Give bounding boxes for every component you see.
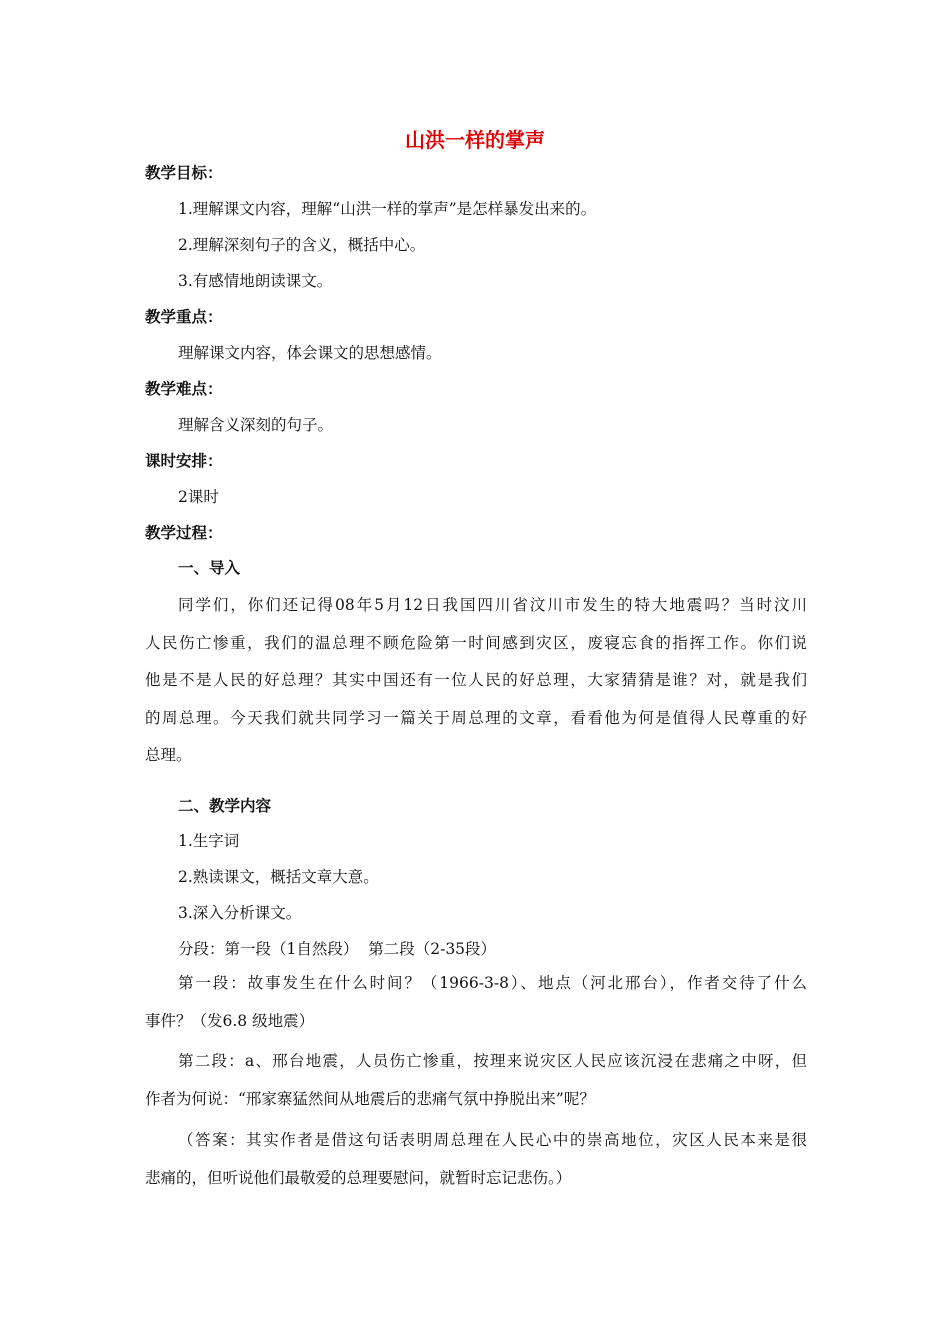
key-points-heading: 教学重点： (145, 308, 223, 326)
intro-heading: 一、导入 (178, 559, 241, 577)
paragraph-line: 总理。 (145, 746, 192, 764)
content-item: 分段：第一段（1自然段） 第二段（2-35段） (178, 940, 497, 958)
answer-paragraph (145, 1122, 807, 1197)
goal-item: 3.有感情地朗读课文。 (178, 272, 333, 290)
paragraph-line: 第二段：a、邢台地震，人员伤亡惨重，按理来说灾区人民应该沉浸在悲痛之中呀，但 (178, 1052, 807, 1070)
content-item: 1.生字词 (178, 832, 240, 850)
paragraph-line: 他是不是人民的好总理？其实中国还有一位人民的好总理，大家猜猜是谁？对，就是我们 (145, 671, 807, 689)
process-heading: 教学过程： (145, 524, 223, 542)
paragraph-line: 第一段：故事发生在什么时间？（1966-3-8）、地点（河北邢台），作者交待了什么 (178, 974, 807, 992)
schedule-text: 2课时 (178, 488, 219, 506)
content-heading: 二、教学内容 (178, 797, 272, 815)
paragraph-line: 事件？（发6.8 级地震） (145, 1011, 315, 1030)
paragraph-line: 悲痛的，但听说他们最敬爱的总理要慰问，就暂时忘记悲伤。） (145, 1168, 572, 1187)
section-one-paragraph (145, 965, 807, 1040)
goal-item: 2.理解深刻句子的含义，概括中心。 (178, 236, 426, 254)
difficulties-heading: 教学难点： (145, 380, 223, 398)
paragraph-line: 作者为何说：“邢家寨猛然间从地震后的悲痛气氛中挣脱出来”呢？ (145, 1089, 595, 1108)
paragraph-line: 人民伤亡惨重，我们的温总理不顾危险第一时间感到灾区，废寝忘食的指挥工作。你们说 (145, 633, 807, 652)
paragraph-line: （答案：其实作者是借这句话表明周总理在人民心中的崇高地位，灾区人民本来是很 (178, 1131, 807, 1149)
document-title: 山洪一样的掌声 (405, 128, 545, 152)
intro-paragraph (145, 587, 807, 775)
goal-item: 1.理解课文内容，理解“山洪一样的掌声”是怎样暴发出来的。 (178, 200, 597, 218)
difficulties-text: 理解含义深刻的句子。 (178, 416, 334, 434)
content-item: 2.熟读课文，概括文章大意。 (178, 868, 379, 886)
section-two-paragraph (145, 1043, 807, 1118)
paragraph-line: 的周总理。今天我们就共同学习一篇关于周总理的文章，看看他为何是值得人民尊重的好 (145, 708, 807, 727)
schedule-heading: 课时安排： (145, 452, 223, 470)
key-points-text: 理解课文内容，体会课文的思想感情。 (178, 344, 442, 362)
content-item: 3.深入分析课文。 (178, 904, 302, 922)
paragraph-line: 同学们，你们还记得08年5月12日我国四川省汶川市发生的特大地震吗？当时汶川 (178, 596, 807, 614)
goals-heading: 教学目标： (145, 164, 223, 182)
